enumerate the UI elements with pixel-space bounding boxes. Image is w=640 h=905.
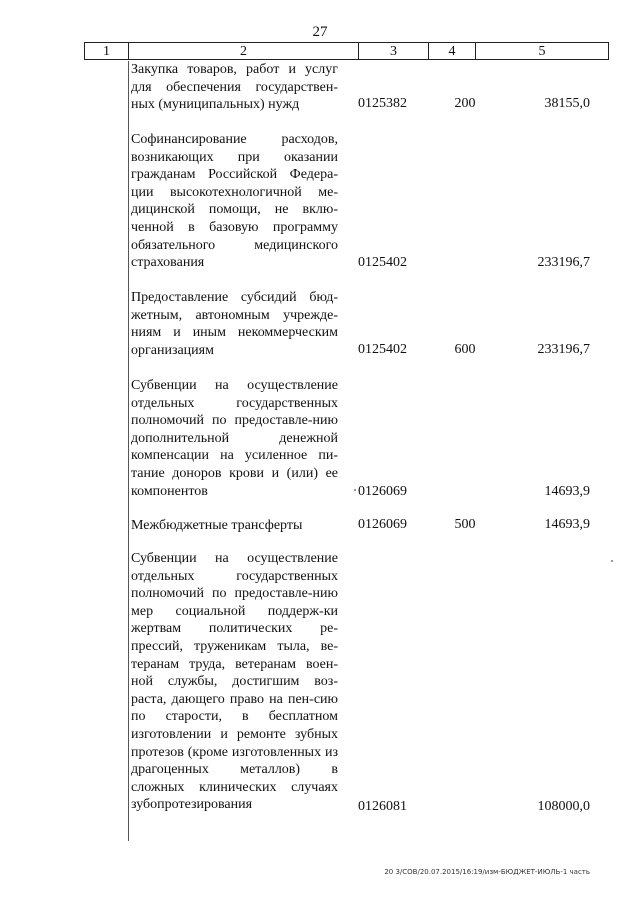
row-amount: 14693,9: [544, 484, 590, 499]
row-kind: 500: [454, 517, 476, 532]
row-amount: 108000,0: [537, 799, 590, 814]
row-code: 0125402: [358, 342, 407, 357]
page-number: 27: [312, 24, 328, 40]
row-code: 0126069: [358, 517, 407, 532]
row-amount: 14693,9: [544, 517, 590, 532]
header-col-4: 4: [428, 42, 476, 60]
row-amount: 233196,7: [537, 342, 590, 357]
row-description: Закупка товаров, работ и услуг для обеспечения государствен-ных (муниципальных) нужд: [131, 62, 338, 113]
table-header: [84, 42, 609, 61]
header-col-5: 5: [475, 42, 609, 60]
scan-speck: [354, 489, 356, 491]
header-col-3: 3: [358, 42, 429, 60]
footer-stamp: 20 3/СОВ/20.07.2015/16:19/изм-БЮДЖЕТ-ИЮЛЬ-1 часть: [384, 868, 590, 876]
row-code: 0126069: [358, 484, 407, 499]
row-kind: 200: [454, 96, 476, 111]
row-description: Субвенции на осуществление отдельных государственных полномочий по предоставле-нию мер социальной поддерж-ки жертвам политических ре-прессий, труженикам тыла, ве-теранам труда, ветеранам воен-ной службы, достигшим воз-раста, дающего право на пен-сию по старости, в бесплатном изготовлении и ремонте зубных протезов (кроме изготовленных из драгоценных металлов) в сложных клинических случаях зубопротезирования: [131, 551, 338, 813]
row-amount: 233196,7: [537, 255, 590, 270]
row-kind: 600: [454, 342, 476, 357]
row-description: Предоставление субсидий бюд-жетным, автономным учрежде-ниям и иным некоммерческим организациям: [131, 290, 338, 358]
row-code: 0125382: [358, 96, 407, 111]
scan-speck: [611, 560, 613, 562]
column-rule: [128, 61, 129, 841]
row-amount: 38155,0: [544, 96, 590, 111]
row-code: 0125402: [358, 255, 407, 270]
header-col-2: 2: [128, 42, 359, 60]
row-description: Субвенции на осуществление отдельных государственных полномочий по предоставле-нию дополнительной денежной компенсации на усиленное пи-тание доноров крови и (или) ее компонентов: [131, 378, 338, 499]
header-col-1: 1: [84, 42, 129, 60]
row-code: 0126081: [358, 799, 407, 814]
row-description: Межбюджетные трансферты: [131, 518, 303, 533]
row-description: Софинансирование расходов, возникающих при оказании гражданам Российской Федера-ции высокотехнологичной ме-дицинской помощи, не вклю-ченной в базовую программу обязательного медицинского страхования: [131, 132, 338, 271]
